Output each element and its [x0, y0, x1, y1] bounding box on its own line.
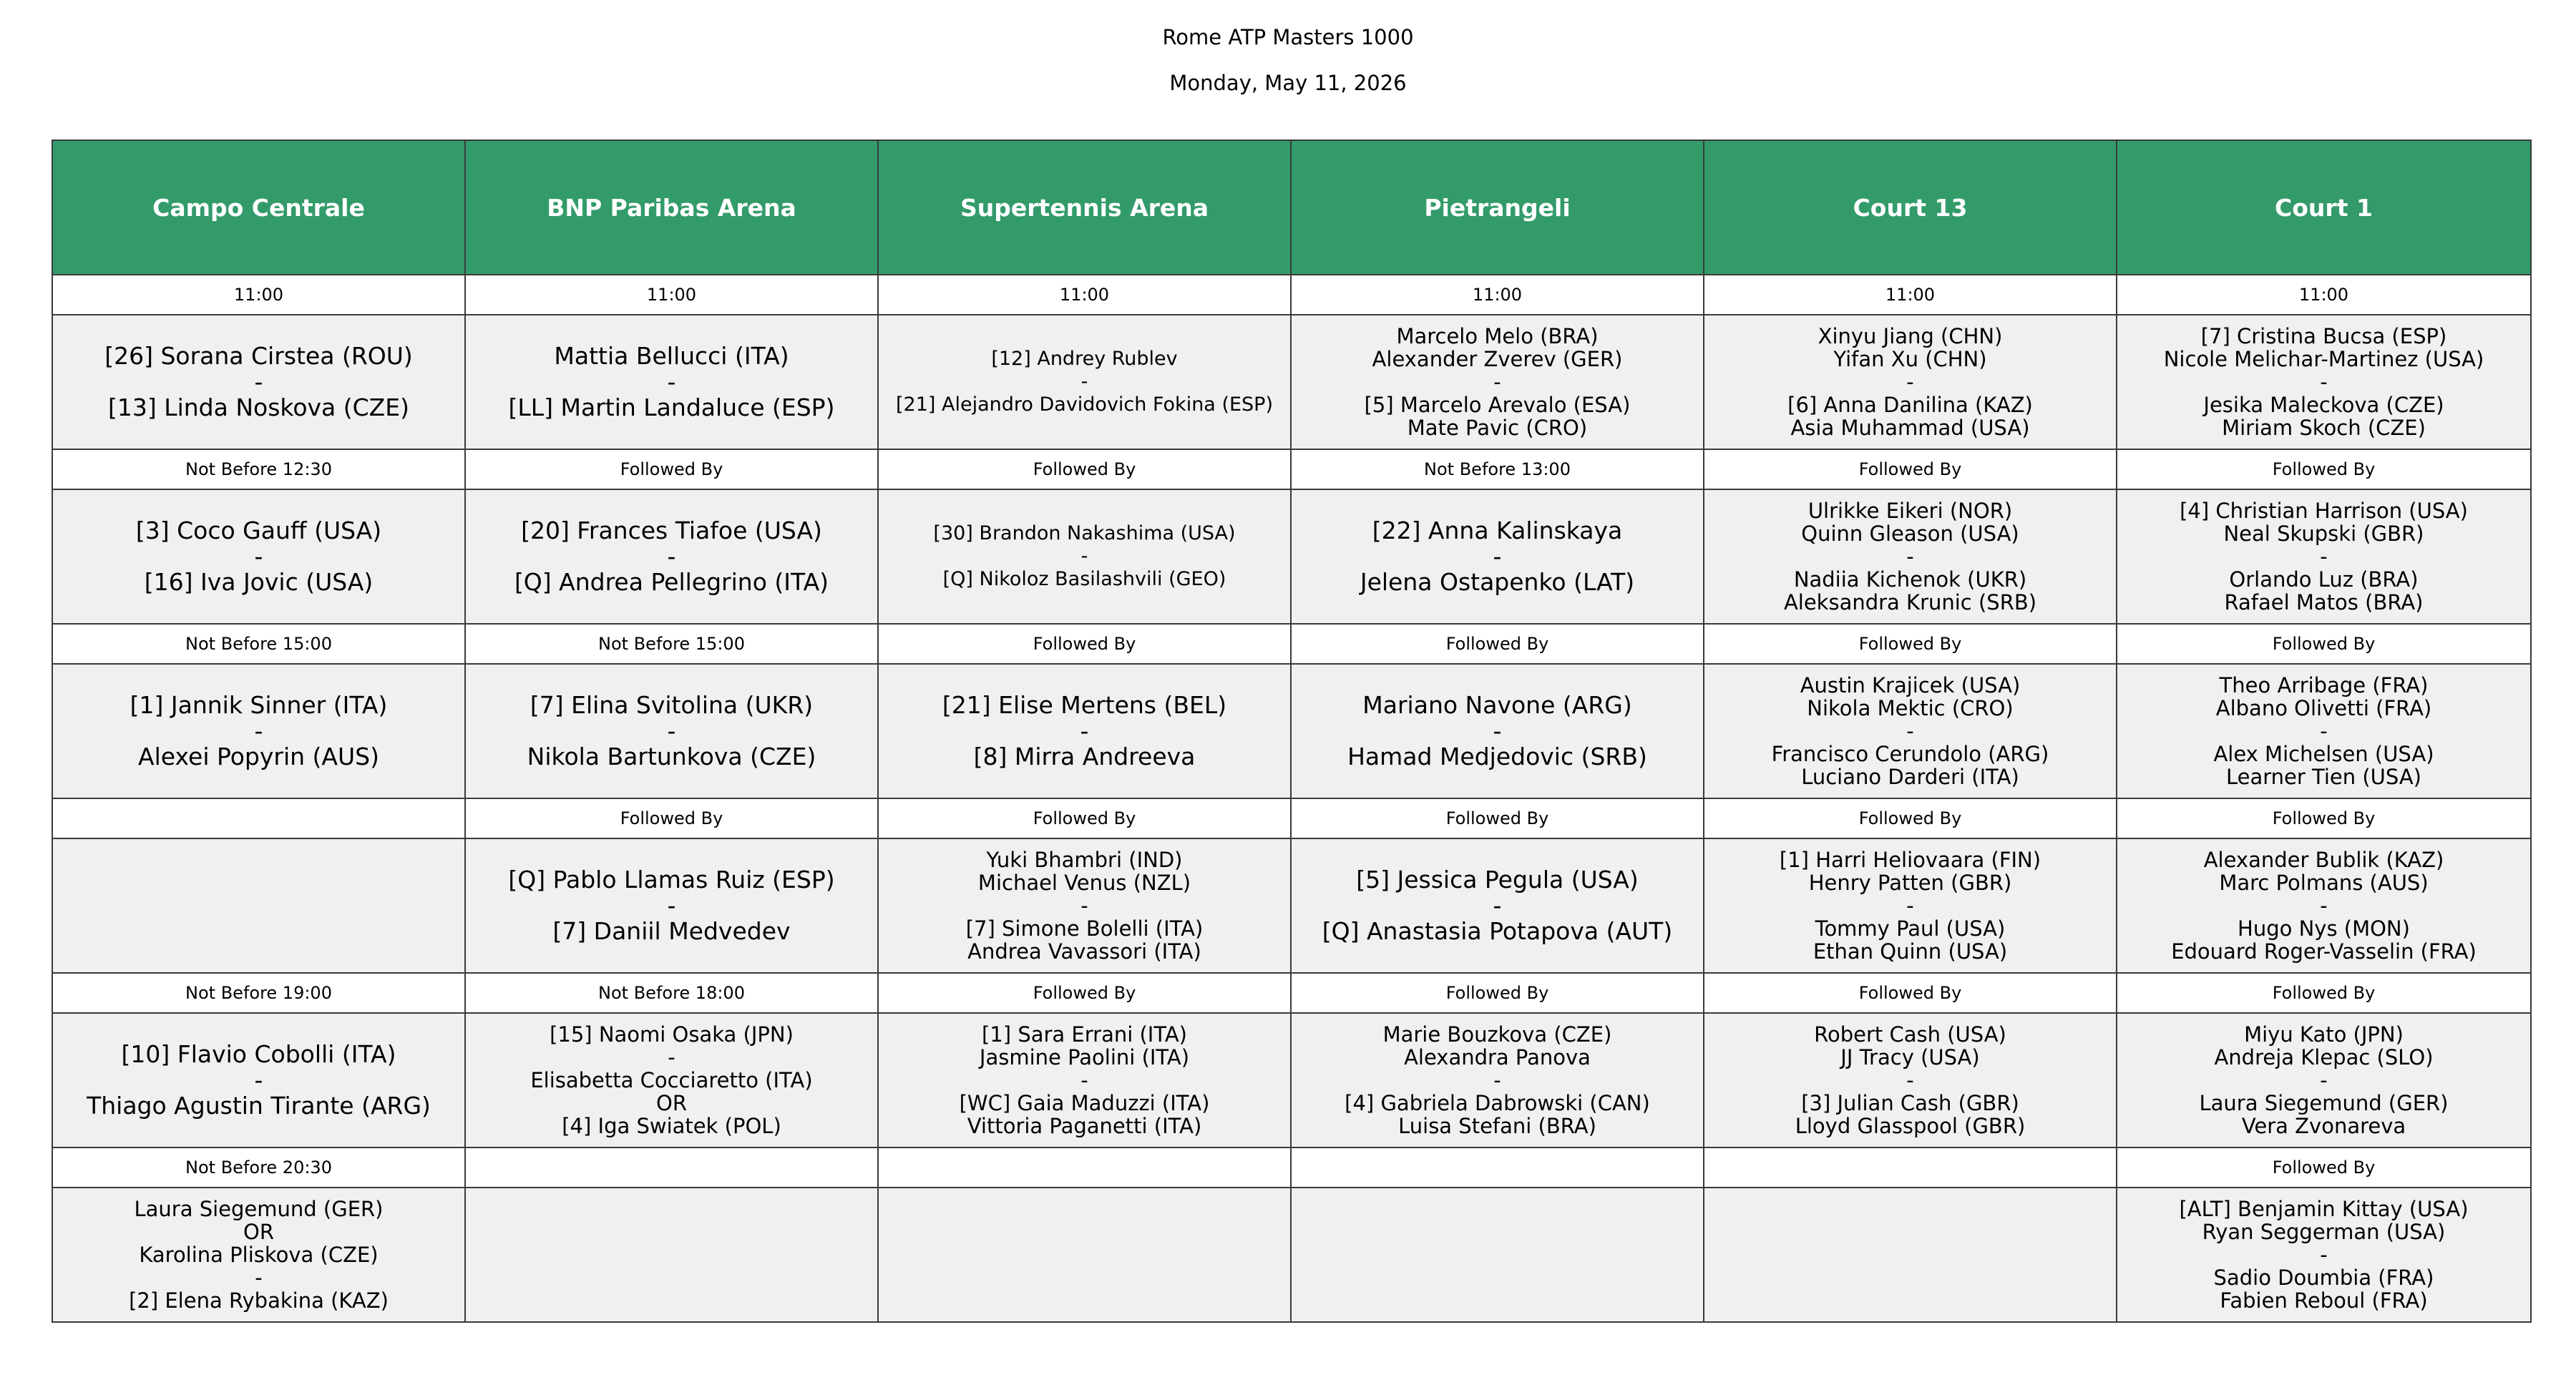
start-time-label: Followed By [2117, 1147, 2531, 1188]
start-time-label: Followed By [1704, 798, 2117, 838]
match-cell [465, 664, 878, 798]
court-header-pietrangeli: Pietrangeli [1291, 140, 1704, 275]
player-name: Alexei Popyrin (AUS) [138, 743, 379, 770]
start-time-label: Followed By [1704, 624, 2117, 664]
schedule-date: Monday, May 11, 2026 [1169, 71, 1407, 95]
start-time-label: Followed By [2117, 449, 2531, 489]
start-time-label: Followed By [878, 973, 1291, 1013]
match-cell [1291, 664, 1704, 798]
match-cell [2117, 838, 2531, 973]
player-name: [21] Alejandro Davidovich Fokina (ESP) [895, 393, 1273, 416]
match-cell [2117, 489, 2531, 624]
start-time-label: Followed By [1291, 624, 1704, 664]
player-name: Jasmine Paolini (ITA) [979, 1045, 1190, 1070]
player-name: Robert Cash (USA) [1814, 1022, 2006, 1047]
versus-separator: - [1080, 371, 1088, 393]
or-separator: OR [243, 1220, 274, 1244]
player-name: [1] Jannik Sinner (ITA) [130, 691, 388, 719]
player-name: [Q] Andrea Pellegrino (ITA) [514, 568, 829, 596]
player-name: [13] Linda Noskova (CZE) [107, 393, 410, 421]
player-name: Miriam Skoch (CZE) [2222, 416, 2426, 440]
versus-separator: - [1906, 370, 1914, 394]
player-name: Marcelo Melo (BRA) [1396, 324, 1599, 348]
versus-separator: - [1906, 544, 1914, 569]
versus-separator: - [2320, 1243, 2328, 1267]
time-row [52, 624, 2531, 664]
versus-separator: - [254, 717, 263, 745]
player-name: Alexandra Panova [1404, 1045, 1591, 1070]
versus-separator: - [254, 1066, 263, 1094]
match-cell [878, 315, 1291, 449]
or-separator: OR [656, 1091, 687, 1115]
court-header-row [52, 140, 2531, 275]
match-cell [1291, 1188, 1704, 1322]
player-name: Ulrikke Eikeri (NOR) [1807, 499, 2013, 523]
player-name: Alex Michelsen (USA) [2213, 742, 2434, 766]
player-name: [7] Elina Svitolina (UKR) [530, 691, 814, 719]
time-row [52, 449, 2531, 489]
player-name: [Q] Nikoloz Basilashvili (GEO) [942, 568, 1226, 590]
start-time-label: Not Before 12:30 [52, 449, 465, 489]
versus-separator: - [667, 717, 676, 745]
match-cell [52, 1188, 465, 1322]
player-name: [Q] Pablo Llamas Ruiz (ESP) [508, 866, 835, 894]
player-name: Thiago Agustin Tirante (ARG) [87, 1092, 431, 1120]
player-name: Austin Krajicek (USA) [1800, 673, 2021, 698]
player-name: Theo Arribage (FRA) [2219, 673, 2429, 698]
match-cell [465, 489, 878, 624]
time-row [52, 973, 2531, 1013]
start-time-label [1291, 1147, 1704, 1188]
player-name: [26] Sorana Cirstea (ROU) [104, 342, 413, 370]
player-name: [5] Marcelo Arevalo (ESA) [1364, 393, 1631, 417]
match-cell [52, 838, 465, 973]
player-name: [21] Elise Mertens (BEL) [942, 691, 1227, 719]
player-name: Xinyu Jiang (CHN) [1818, 324, 2003, 348]
start-time-label [52, 798, 465, 838]
start-time-label: 11:00 [465, 275, 878, 315]
player-name: Miyu Kato (JPN) [2244, 1022, 2404, 1047]
player-name: [ALT] Benjamin Kittay (USA) [2179, 1197, 2469, 1221]
player-name: Mattia Bellucci (ITA) [554, 342, 789, 370]
match-cell [2117, 1013, 2531, 1147]
player-name: [7] Daniil Medvedev [552, 917, 791, 945]
start-time-label: Not Before 15:00 [52, 624, 465, 664]
player-name: [30] Brandon Nakashima (USA) [933, 522, 1236, 544]
time-row [52, 275, 2531, 315]
versus-separator: - [1493, 891, 1502, 919]
player-name: [4] Christian Harrison (USA) [2180, 499, 2468, 523]
player-name: Karolina Pliskova (CZE) [139, 1243, 379, 1267]
player-name: [1] Harri Heliovaara (FIN) [1779, 848, 2041, 872]
match-cell [1704, 315, 2117, 449]
start-time-label: Followed By [2117, 624, 2531, 664]
match-cell [465, 838, 878, 973]
versus-separator: - [1080, 717, 1089, 745]
player-name: Nikola Bartunkova (CZE) [527, 743, 816, 770]
player-name: Hugo Nys (MON) [2238, 916, 2410, 941]
start-time-label: Followed By [2117, 973, 2531, 1013]
player-name: [2] Elena Rybakina (KAZ) [129, 1288, 389, 1313]
court-header-supertennis-arena: Supertennis Arena [878, 140, 1291, 275]
player-name: Ethan Quinn (USA) [1813, 939, 2008, 964]
player-name: [20] Frances Tiafoe (USA) [521, 517, 822, 544]
versus-separator: - [254, 542, 263, 570]
player-name: [16] Iva Jovic (USA) [144, 568, 374, 596]
player-name: Yuki Bhambri (IND) [986, 848, 1183, 872]
match-row [52, 1188, 2531, 1322]
player-name: [LL] Martin Landaluce (ESP) [508, 393, 835, 421]
versus-separator: - [1906, 719, 1914, 743]
court-header-campo-centrale: Campo Centrale [52, 140, 465, 275]
player-name: [WC] Gaia Maduzzi (ITA) [959, 1091, 1210, 1115]
player-name: [3] Julian Cash (GBR) [1801, 1091, 2019, 1115]
player-name: JJ Tracy (USA) [1840, 1045, 1980, 1070]
start-time-label: Followed By [2117, 798, 2531, 838]
player-name: Lloyd Glasspool (GBR) [1795, 1114, 2026, 1138]
player-name: Alexander Bublik (KAZ) [2203, 848, 2444, 872]
start-time-label: Not Before 13:00 [1291, 449, 1704, 489]
tournament-title: Rome ATP Masters 1000 [1162, 25, 1414, 49]
versus-separator: - [1493, 370, 1501, 394]
match-cell [2117, 1188, 2531, 1322]
player-name: Quinn Gleason (USA) [1801, 522, 2019, 546]
start-time-label: Not Before 20:30 [52, 1147, 465, 1188]
match-cell [1704, 1013, 2117, 1147]
start-time-label: Followed By [1291, 973, 1704, 1013]
player-name: Laura Siegemund (GER) [2199, 1091, 2449, 1115]
player-name: [4] Gabriela Dabrowski (CAN) [1345, 1091, 1650, 1115]
match-row [52, 838, 2531, 973]
player-name: [10] Flavio Cobolli (ITA) [121, 1040, 396, 1068]
player-name: Mate Pavic (CRO) [1407, 416, 1588, 440]
match-row [52, 1013, 2531, 1147]
player-name: Marc Polmans (AUS) [2219, 871, 2429, 895]
start-time-label [1704, 1147, 2117, 1188]
player-name: [15] Naomi Osaka (JPN) [550, 1022, 794, 1047]
match-cell [878, 489, 1291, 624]
player-name: Michael Venus (NZL) [977, 871, 1191, 895]
player-name: Laura Siegemund (GER) [134, 1197, 384, 1221]
versus-separator: - [1080, 545, 1088, 567]
player-name: Yifan Xu (CHN) [1833, 347, 1987, 371]
match-cell [52, 489, 465, 624]
player-name: Vera Zvonareva [2241, 1114, 2406, 1138]
player-name: Neal Skupski (GBR) [2223, 522, 2424, 546]
versus-separator: - [2320, 719, 2328, 743]
player-name: Henry Patten (GBR) [1808, 871, 2012, 895]
player-name: Fabien Reboul (FRA) [2220, 1288, 2428, 1313]
versus-separator: - [1080, 1068, 1088, 1092]
match-cell [1291, 838, 1704, 973]
player-name: Sadio Doumbia (FRA) [2213, 1266, 2434, 1290]
match-cell [878, 1188, 1291, 1322]
player-name: Nicole Melichar-Martinez (USA) [2163, 347, 2484, 371]
player-name: Edouard Roger-Vasselin (FRA) [2171, 939, 2477, 964]
match-cell [1704, 838, 2117, 973]
match-cell [1704, 1188, 2117, 1322]
player-name: [4] Iga Swiatek (POL) [562, 1114, 781, 1138]
match-cell [52, 664, 465, 798]
match-cell [465, 1013, 878, 1147]
player-name: [Q] Anastasia Potapova (AUT) [1322, 917, 1673, 945]
start-time-label: Followed By [465, 798, 878, 838]
start-time-label: Followed By [878, 449, 1291, 489]
court-header-bnp-paribas-arena: BNP Paribas Arena [465, 140, 878, 275]
player-name: [7] Simone Bolelli (ITA) [965, 916, 1204, 941]
player-name: Hamad Medjedovic (SRB) [1347, 743, 1647, 770]
start-time-label: Followed By [878, 798, 1291, 838]
player-name: [8] Mirra Andreeva [973, 743, 1196, 770]
player-name: Andrea Vavassori (ITA) [967, 939, 1201, 964]
order-of-play-table [52, 140, 2532, 1323]
player-name: Luisa Stefani (BRA) [1398, 1114, 1596, 1138]
start-time-label [465, 1147, 878, 1188]
match-cell [52, 1013, 465, 1147]
player-name: Luciano Darderi (ITA) [1801, 765, 2019, 789]
player-name: [3] Coco Gauff (USA) [135, 517, 382, 544]
player-name: Nadiia Kichenok (UKR) [1793, 567, 2027, 592]
match-cell [1704, 489, 2117, 624]
start-time-label: Not Before 18:00 [465, 973, 878, 1013]
schedule-body [52, 275, 2531, 1322]
start-time-label: 11:00 [2117, 275, 2531, 315]
versus-separator: - [1906, 1068, 1914, 1092]
match-row [52, 489, 2531, 624]
player-name: Vittoria Paganetti (ITA) [967, 1114, 1202, 1138]
match-cell [465, 315, 878, 449]
start-time-label: Not Before 19:00 [52, 973, 465, 1013]
match-cell [1291, 489, 1704, 624]
player-name: Asia Muhammad (USA) [1790, 416, 2030, 440]
start-time-label: Followed By [1704, 449, 2117, 489]
match-cell [1291, 315, 1704, 449]
player-name: [5] Jessica Pegula (USA) [1356, 866, 1639, 894]
player-name: [7] Cristina Bucsa (ESP) [2200, 324, 2447, 348]
time-row [52, 798, 2531, 838]
start-time-label: Followed By [1704, 973, 2117, 1013]
match-row [52, 664, 2531, 798]
start-time-label: 11:00 [1704, 275, 2117, 315]
match-cell [2117, 315, 2531, 449]
player-name: Marie Bouzkova (CZE) [1382, 1022, 1612, 1047]
versus-separator: - [667, 542, 676, 570]
start-time-label: 11:00 [878, 275, 1291, 315]
match-cell [878, 1013, 1291, 1147]
versus-separator: - [254, 368, 263, 396]
court-header-court-1: Court 1 [2117, 140, 2531, 275]
start-time-label: Followed By [878, 624, 1291, 664]
versus-separator: - [1493, 1068, 1501, 1092]
start-time-label [878, 1147, 1291, 1188]
match-cell [465, 1188, 878, 1322]
match-cell [878, 838, 1291, 973]
player-name: [22] Anna Kalinskaya [1372, 517, 1623, 544]
match-row [52, 315, 2531, 449]
versus-separator: - [2320, 894, 2328, 918]
versus-separator: - [668, 1045, 675, 1070]
versus-separator: - [667, 891, 676, 919]
player-name: Tommy Paul (USA) [1815, 916, 2006, 941]
match-cell [878, 664, 1291, 798]
player-name: [12] Andrey Rublev [991, 348, 1178, 370]
player-name: Andreja Klepac (SLO) [2214, 1045, 2434, 1070]
start-time-label: 11:00 [1291, 275, 1704, 315]
versus-separator: - [255, 1266, 263, 1290]
court-header-court-13: Court 13 [1704, 140, 2117, 275]
player-name: Mariano Navone (ARG) [1362, 691, 1632, 719]
player-name: Ryan Seggerman (USA) [2202, 1220, 2446, 1244]
versus-separator: - [667, 368, 676, 396]
start-time-label: Followed By [1291, 798, 1704, 838]
start-time-label: 11:00 [52, 275, 465, 315]
player-name: [6] Anna Danilina (KAZ) [1787, 393, 2033, 417]
player-name: Nikola Mektic (CRO) [1807, 696, 2014, 720]
versus-separator: - [1493, 542, 1502, 570]
player-name: Rafael Matos (BRA) [2224, 590, 2424, 615]
player-name: Learner Tien (USA) [2226, 765, 2421, 789]
time-row [52, 1147, 2531, 1188]
player-name: Jelena Ostapenko (LAT) [1360, 568, 1635, 596]
player-name: Orlando Luz (BRA) [2229, 567, 2419, 592]
versus-separator: - [1080, 894, 1088, 918]
versus-separator: - [2320, 1068, 2328, 1092]
match-cell [1291, 1013, 1704, 1147]
versus-separator: - [2320, 544, 2328, 569]
versus-separator: - [1906, 894, 1914, 918]
match-cell [52, 315, 465, 449]
player-name: Alexander Zverev (GER) [1372, 347, 1623, 371]
start-time-label: Not Before 15:00 [465, 624, 878, 664]
player-name: Aleksandra Krunic (SRB) [1783, 590, 2037, 615]
start-time-label: Followed By [465, 449, 878, 489]
player-name: [1] Sara Errani (ITA) [982, 1022, 1187, 1047]
match-cell [2117, 664, 2531, 798]
match-cell [1704, 664, 2117, 798]
player-name: Elisabetta Cocciaretto (ITA) [530, 1068, 813, 1092]
player-name: Albano Olivetti (FRA) [2215, 696, 2432, 720]
player-name: Francisco Cerundolo (ARG) [1771, 742, 2049, 766]
versus-separator: - [1493, 717, 1502, 745]
versus-separator: - [2320, 370, 2328, 394]
player-name: Jesika Maleckova (CZE) [2203, 393, 2444, 417]
